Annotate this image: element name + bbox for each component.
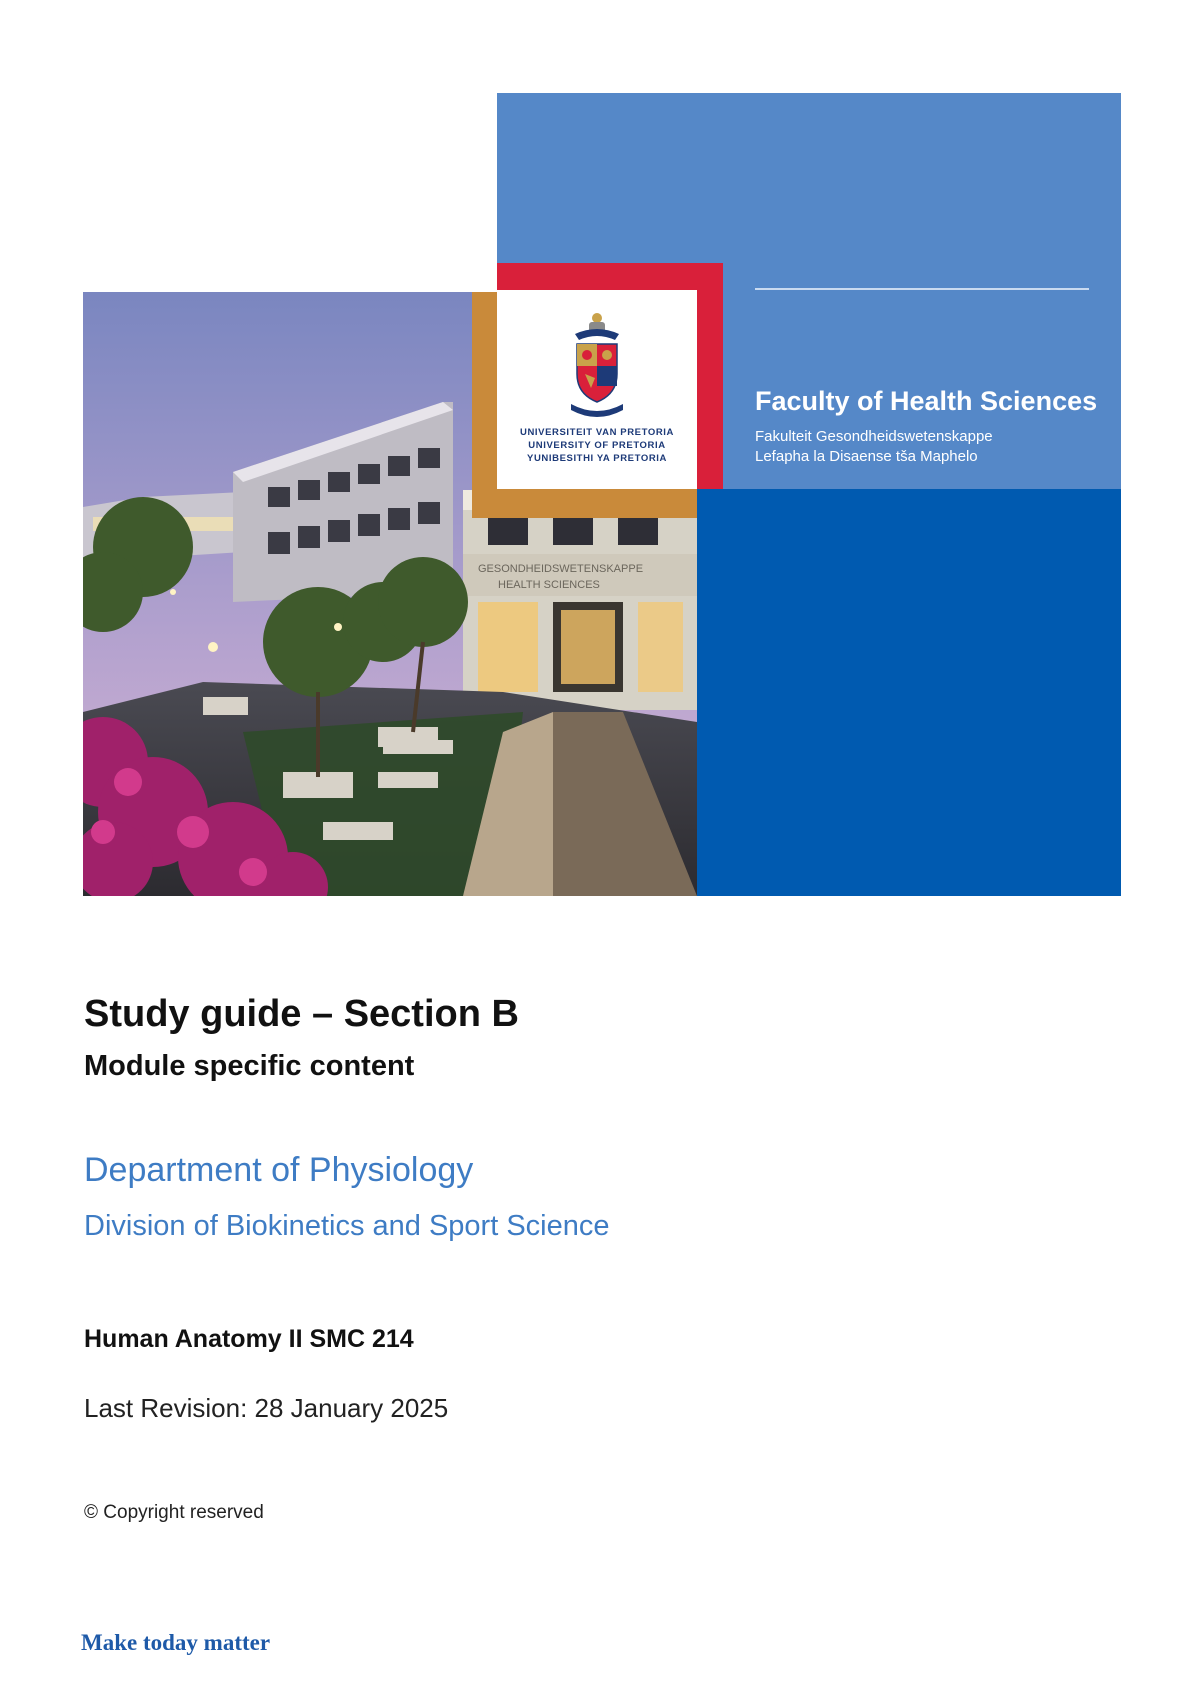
faculty-name: Faculty of Health Sciences (755, 386, 1098, 416)
copyright-notice: © Copyright reserved (84, 1502, 264, 1523)
university-name-english: UNIVERSITY OF PRETORIA (528, 440, 666, 451)
department-name: Department of Physiology (84, 1151, 474, 1189)
university-name-sesotho: YUNIBESITHI YA PRETORIA (527, 453, 667, 464)
division-name: Division of Biokinetics and Sport Science (84, 1210, 610, 1242)
university-crest-icon (565, 308, 629, 425)
faculty-name-afrikaans: Fakulteit Gesondheidswetenskappe (755, 428, 993, 445)
building-sign: GESONDHEIDSWETENSKAPPE (478, 563, 644, 575)
university-name-afrikaans: UNIVERSITEIT VAN PRETORIA (520, 427, 674, 438)
university-slogan: Make today matter (81, 1630, 271, 1655)
faculty-banner-lower (697, 489, 1121, 896)
document-subtitle: Module specific content (84, 1050, 415, 1082)
banner-divider (755, 288, 1089, 290)
building-sign-english: HEALTH SCIENCES (498, 579, 600, 591)
module-name: Human Anatomy II SMC 214 (84, 1325, 414, 1353)
faculty-name-sesotho: Lefapha la Disaense tša Maphelo (755, 448, 978, 465)
document-title: Study guide – Section B (84, 993, 519, 1035)
revision-date: Last Revision: 28 January 2025 (84, 1393, 449, 1423)
